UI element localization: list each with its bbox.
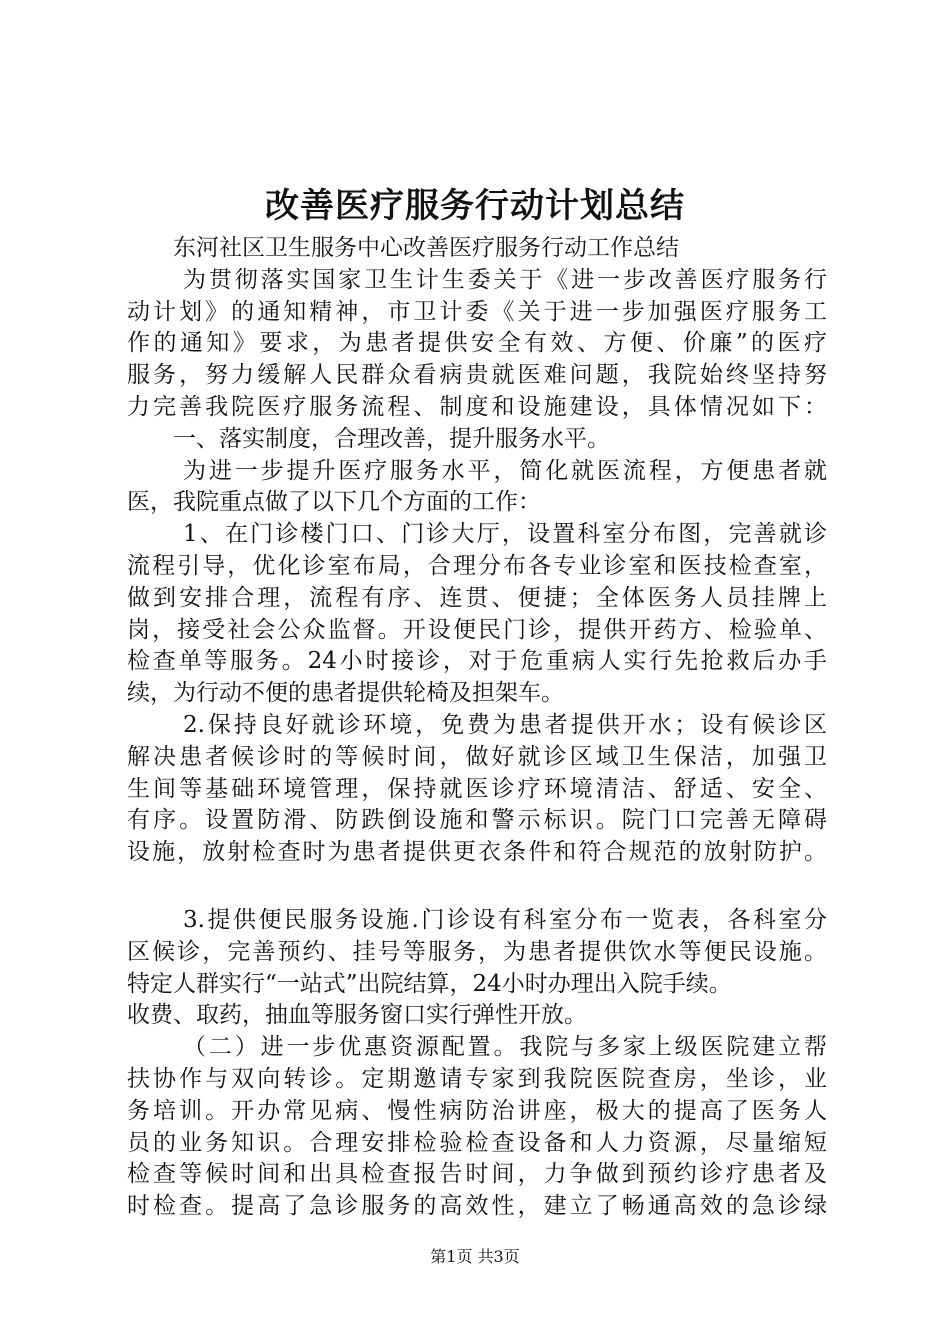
text-line: （二）进一步优惠资源配置。我院与多家上级医院建立帮 [183, 1034, 827, 1061]
text-line: 为贯彻落实国家卫生计生委关于《进一步改善医疗服务行 [183, 266, 827, 293]
text-line: 设施，放射检查时为患者提供更衣条件和符合规范的放射防护。 [127, 839, 827, 866]
text-line: 员的业务知识。合理安排检验检查设备和人力资源，尽量缩短 [127, 1129, 827, 1156]
text-line: 时检查。提高了急诊服务的高效性，建立了畅通高效的急诊绿 [127, 1193, 827, 1220]
text-line: 区候诊，完善预约、挂号等服务，为患者提供饮水等便民设施。 [127, 938, 827, 965]
text-line: 收费、取药，抽血等服务窗口实行弹性开放。 [127, 1002, 587, 1029]
section-heading: 一、落实制度，合理改善，提升服务水平。 [173, 425, 610, 452]
text-line: 做到安排合理，流程有序、连贯、便捷；全体医务人员挂牌上 [127, 584, 827, 611]
text-line: 岗，接受社会公众监督。开设便民门诊，提供开药方、检验单、 [127, 616, 827, 643]
text-line: 扶协作与双向转诊。定期邀请专家到我院医院查房，坐诊，业 [127, 1065, 827, 1092]
text-line: 特定人群实行“一站式”出院结算，24小时办理出入院手续。 [127, 970, 732, 997]
text-line: 为进一步提升医疗服务水平，简化就医流程，方便患者就 [183, 457, 827, 484]
text-line: 生间等基础环境管理，保持就医诊疗环境清洁、舒适、安全、 [127, 775, 827, 802]
text-line: 力完善我院医疗服务流程、制度和设施建设，具体情况如下： [127, 393, 827, 420]
text-line: 服务，努力缓解人民群众看病贵就医难问题，我院始终坚持努 [127, 362, 827, 389]
text-line: 续，为行动不便的患者提供轮椅及担架车。 [127, 680, 564, 707]
text-line: 医，我院重点做了以下几个方面的工作： [127, 489, 541, 516]
paragraph-spacer [127, 869, 827, 905]
document-title: 改善医疗服务行动计划总结 [265, 186, 685, 226]
text-line: 3.提供便民服务设施.门诊设有科室分布一览表，各科室分 [183, 906, 827, 933]
text-line: 有序。设置防滑、防跌倒设施和警示标识。院门口完善无障碍 [127, 807, 827, 834]
text-line: 流程引导，优化诊室布局，合理分布各专业诊室和医技检查室， [127, 552, 827, 579]
text-line: 检查单等服务。24小时接诊，对于危重病人实行先抢救后办手 [127, 648, 827, 675]
text-line: 作的通知》要求，为患者提供安全有效、方便、价廉”的医疗 [127, 330, 827, 357]
text-line: 检查等候时间和出具检查报告时间，力争做到预约诊疗患者及 [127, 1161, 827, 1188]
text-line: 务培训。开办常见病、慢性病防治讲座，极大的提高了医务人 [127, 1097, 827, 1124]
text-line: 解决患者候诊时的等候时间，做好就诊区域卫生保洁，加强卫 [127, 743, 827, 770]
page-number: 第1页 共3页 [430, 1247, 520, 1266]
document-body [127, 233, 827, 1223]
subtitle-line: 东河社区卫生服务中心改善医疗服务行动工作总结 [173, 235, 679, 261]
text-line: 2.保持良好就诊环境，免费为患者提供开水；设有候诊区 [183, 711, 827, 738]
text-line: 动计划》的通知精神，市卫计委《关于进一步加强医疗服务工 [127, 298, 827, 325]
text-line: 1、在门诊楼门口、门诊大厅，设置科室分布图，完善就诊 [183, 521, 827, 548]
